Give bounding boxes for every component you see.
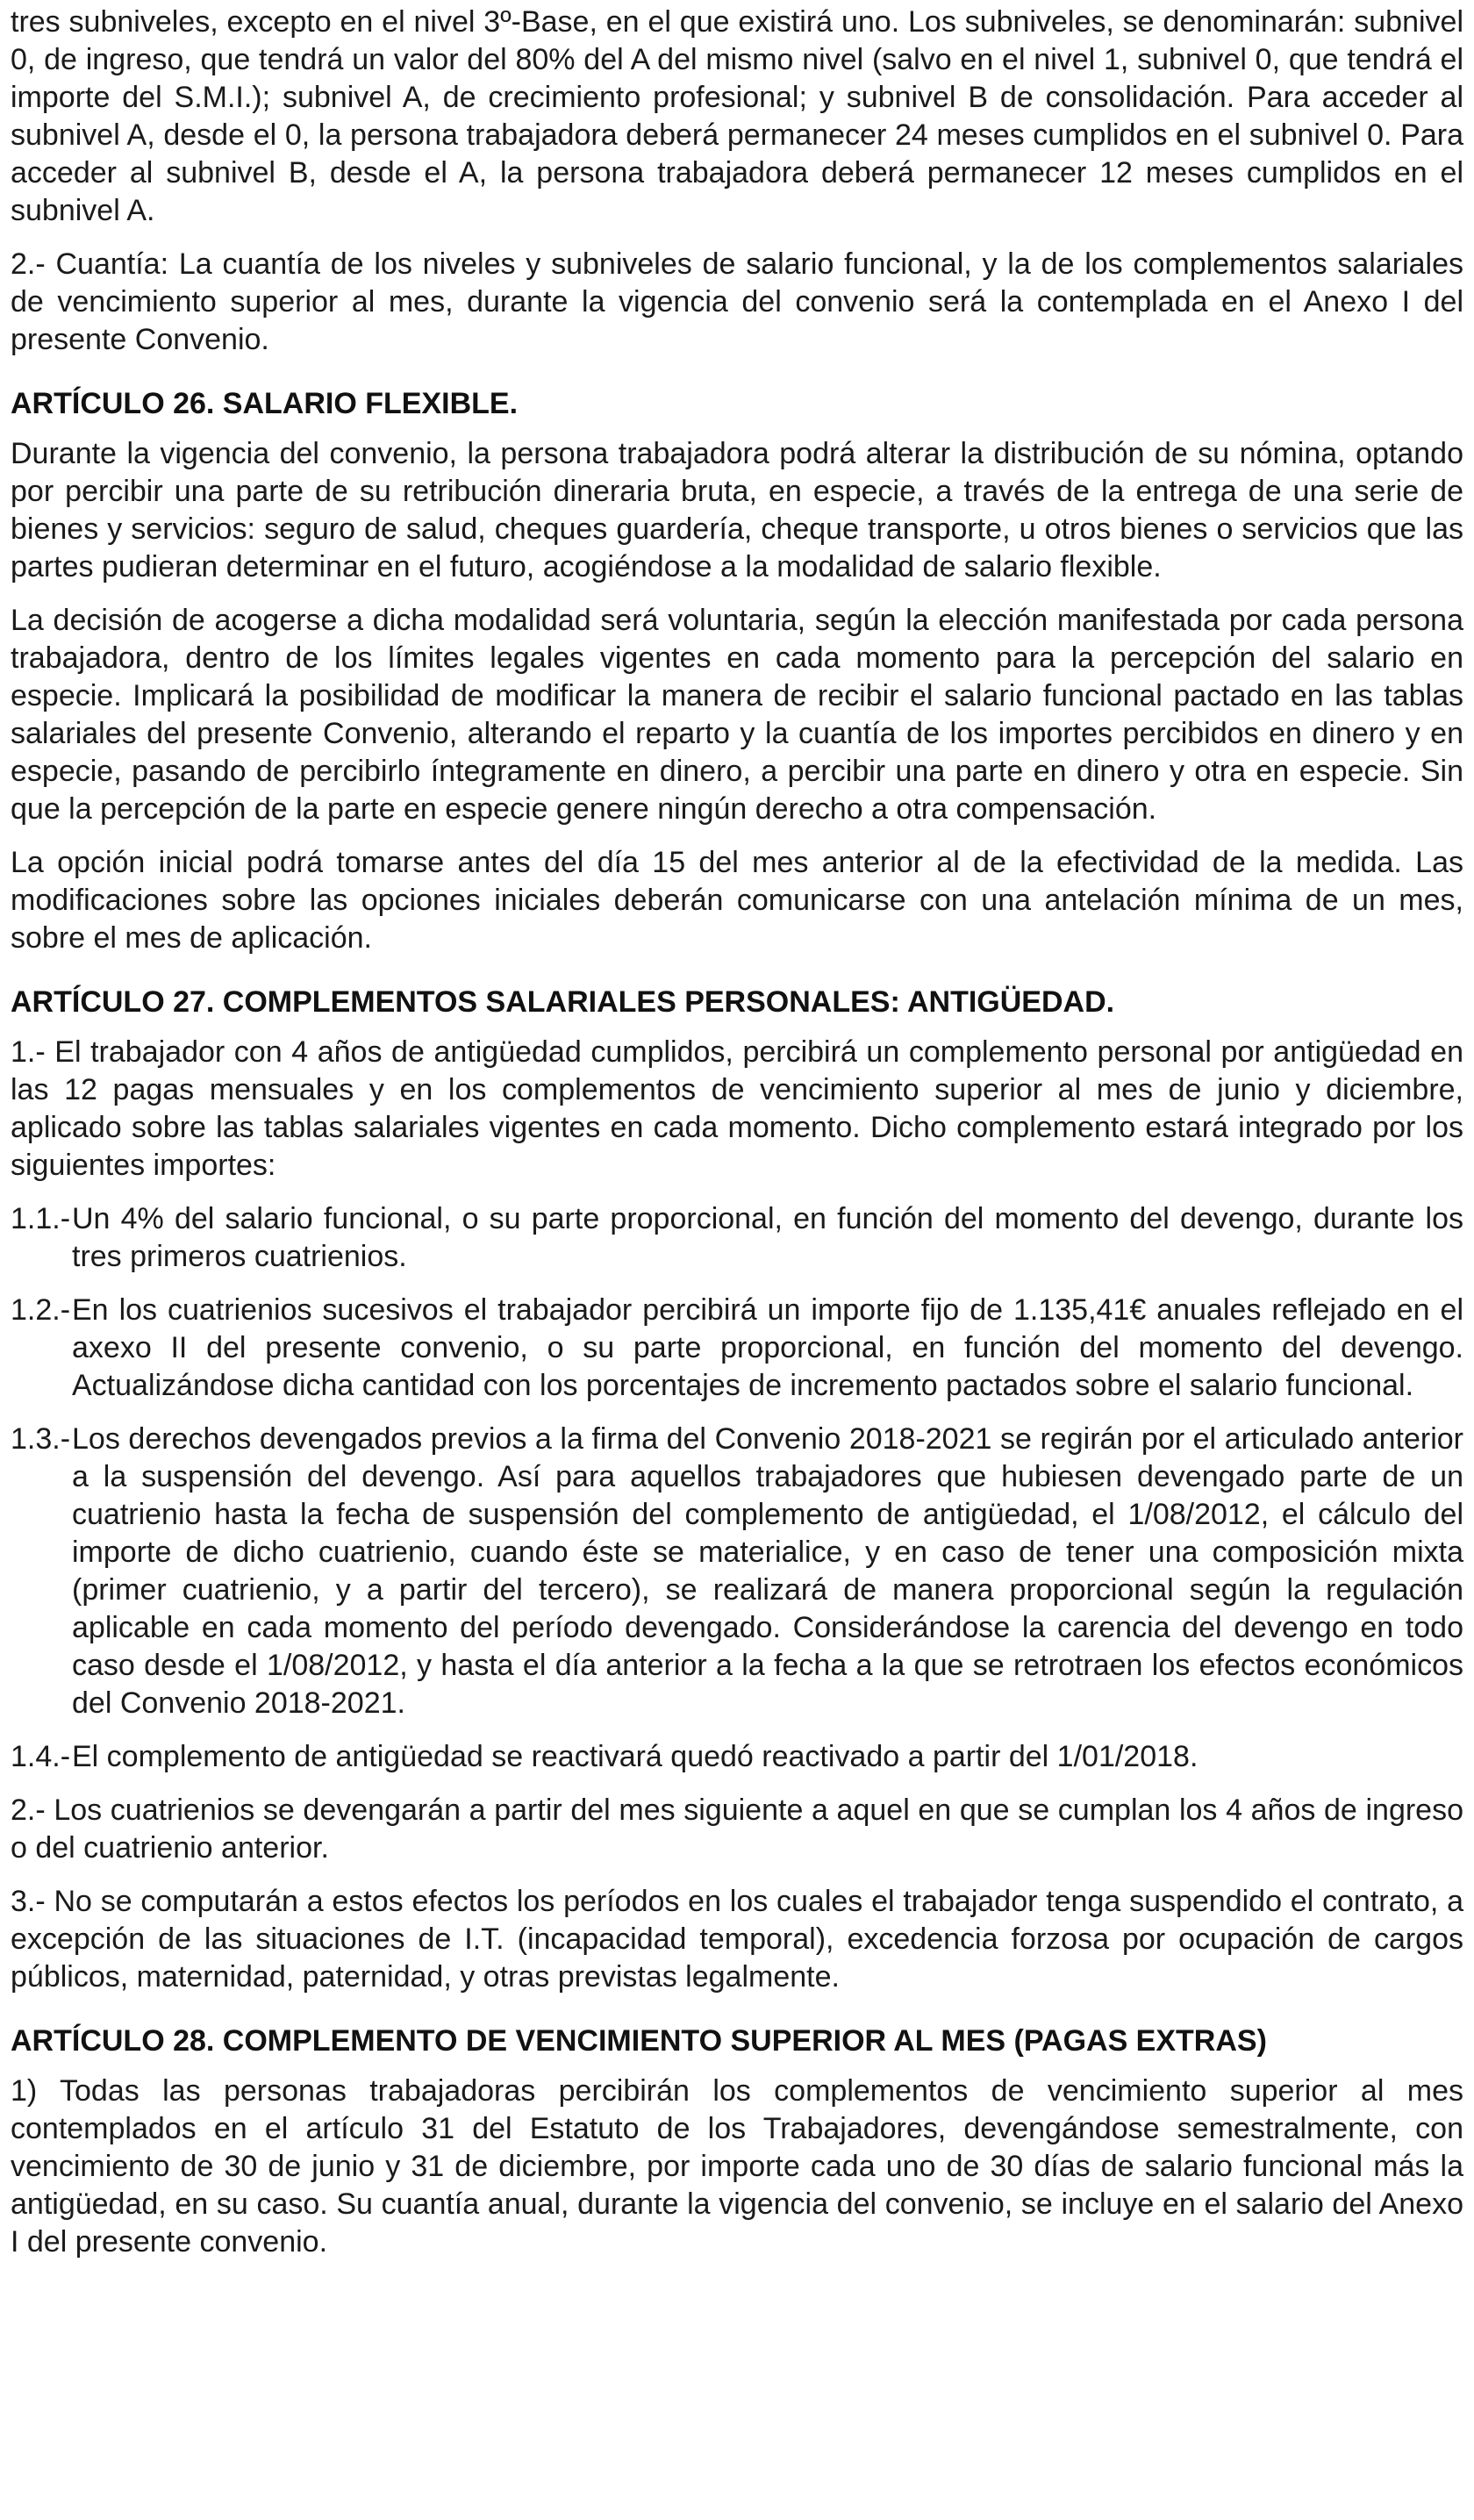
subitem-1-3 xyxy=(11,1421,1463,1722)
document-page xyxy=(11,4,1463,2277)
heading-articulo-27: ARTÍCULO 27. COMPLEMENTOS SALARIALES PERSONALES: ANTIGÜEDAD. xyxy=(11,985,1115,1019)
subitem-text: En los cuatrienios sucesivos el trabajador percibirá un importe fijo de 1.135,41€ anuales reflejado en el axexo II del presente convenio, o su parte proporcional, en función del momento del devengo. Actualizándose dicha cantidad con los porcentajes de incremento pactados sobre el salario funcional. xyxy=(72,1293,1463,1402)
heading-articulo-26: ARTÍCULO 26. SALARIO FLEXIBLE. xyxy=(11,387,519,420)
paragraph-art27-2: 2.- Los cuatrienios se devengarán a partir del mes siguiente a aquel en que se cumplan los 4 años de ingreso o del cuatrienio anterior. xyxy=(11,1793,1463,1865)
paragraph-art26-2: La decisión de acogerse a dicha modalidad será voluntaria, según la elección manifestada por cada persona trabajadora, dentro de los límites legales vigentes en cada momento para la percepción del salario en especie. Implicará la posibilidad de modificar la manera de recibir el salario funcional pactado en las tablas salariales del presente Convenio, alterando el reparto y la cuantía de los importes percibidos en dinero y en especie, pasando de percibirlo íntegramente en dinero, a percibir una parte en dinero y otra en especie. Sin que la percepción de la parte en especie genere ningún derecho a otra compensación. xyxy=(11,604,1463,826)
subitem-text: El complemento de antigüedad se reactivará quedó reactivado a partir del 1/01/2018. xyxy=(72,1740,1199,1773)
paragraph-art26-1: Durante la vigencia del convenio, la persona trabajadora podrá alterar la distribución de su nómina, optando por percibir una parte de su retribución dineraria bruta, en especie, a través de la entrega de una serie de bienes y servicios: seguro de salud, cheques guardería, cheque transporte, u otros bienes o servicios que las partes pudieran determinar en el futuro, acogiéndose a la modalidad de salario flexible. xyxy=(11,437,1463,583)
paragraph-art27-1: 1.- El trabajador con 4 años de antigüedad cumplidos, percibirá un complemento personal por antigüedad en las 12 pagas mensuales y en los complementos de vencimiento superior al mes de junio y diciembre, aplicado sobre las tablas salariales vigentes en cada momento. Dicho complemento estará integrado por los siguientes importes: xyxy=(11,1035,1463,1182)
paragraph-art28-1: 1) Todas las personas trabajadoras percibirán los complementos de vencimiento superior al mes contemplados en el artículo 31 del Estatuto de los Trabajadores, devengándose semestralmente, con vencimiento de 30 de junio y 31 de diciembre, por importe cada uno de 30 días de salario funcional más la antigüedad, en su caso. Su cuantía anual, durante la vigencia del convenio, se incluye en el salario del Anexo I del presente convenio. xyxy=(11,2074,1463,2259)
subitem-1-1 xyxy=(11,1200,1463,1276)
paragraph-art26-3: La opción inicial podrá tomarse antes del día 15 del mes anterior al de la efectividad de la medida. Las modificaciones sobre las opciones iniciales deberán comunicarse con una antelación mínima de un mes, sobre el mes de aplicación. xyxy=(11,846,1463,955)
subitem-1-4 xyxy=(11,1738,1463,1776)
subitem-number: 1.1.- xyxy=(11,1202,71,1235)
paragraph-cuantia: 2.- Cuantía: La cuantía de los niveles y subniveles de salario funcional, y la de los complementos salariales de vencimiento superior al mes, durante la vigencia del convenio será la contemplada en el Anexo I del presente Convenio. xyxy=(11,247,1463,356)
subitem-number: 1.3.- xyxy=(11,1422,71,1456)
paragraph-subniveles: tres subniveles, excepto en el nivel 3º-Base, en el que existirá uno. Los subniveles, se denominarán: subnivel 0, de ingreso, que tendrá un valor del 80% del A del mismo nivel (salvo en el nivel 1, subnivel 0, que tendrá el importe del S.M.I.); subnivel A, de crecimiento profesional; y subnivel B de consolidación. Para acceder al subnivel A, desde el 0, la persona trabajadora deberá permanecer 24 meses cumplidos en el subnivel 0. Para acceder al subnivel B, desde el A, la persona trabajadora deberá permanecer 12 meses cumplidos en el subnivel A. xyxy=(11,5,1463,227)
heading-articulo-28: ARTÍCULO 28. COMPLEMENTO DE VENCIMIENTO SUPERIOR AL MES (PAGAS EXTRAS) xyxy=(11,2024,1267,2058)
subitem-1-2 xyxy=(11,1292,1463,1405)
subitem-number: 1.2.- xyxy=(11,1293,71,1327)
subitem-text: Un 4% del salario funcional, o su parte proporcional, en función del momento del devengo, durante los tres primeros cuatrienios. xyxy=(72,1202,1463,1273)
subitem-text: Los derechos devengados previos a la firma del Convenio 2018-2021 se regirán por el articulado anterior a la suspensión del devengo. Así para aquellos trabajadores que hubiesen devengado parte de un cuatrienio hasta la fecha de suspensión del complemento de antigüedad, el 1/08/2012, el cálculo del importe de dicho cuatrienio, cuando éste se materialice, y en caso de tener una composición mixta (primer cuatrienio, y a partir del tercero), se realizará de manera proporcional según la regulación aplicable en cada momento del período devengado. Considerándose la carencia del devengo en todo caso desde el 1/08/2012, y hasta el día anterior a la fecha a la que se retrotraen los efectos económicos del Convenio 2018-2021. xyxy=(72,1422,1463,1720)
paragraph-art27-3: 3.- No se computarán a estos efectos los períodos en los cuales el trabajador tenga suspendido el contrato, a excepción de las situaciones de I.T. (incapacidad temporal), excedencia forzosa por ocupación de cargos públicos, maternidad, paternidad, y otras previstas legalmente. xyxy=(11,1885,1463,1994)
subitem-number: 1.4.- xyxy=(11,1740,71,1773)
